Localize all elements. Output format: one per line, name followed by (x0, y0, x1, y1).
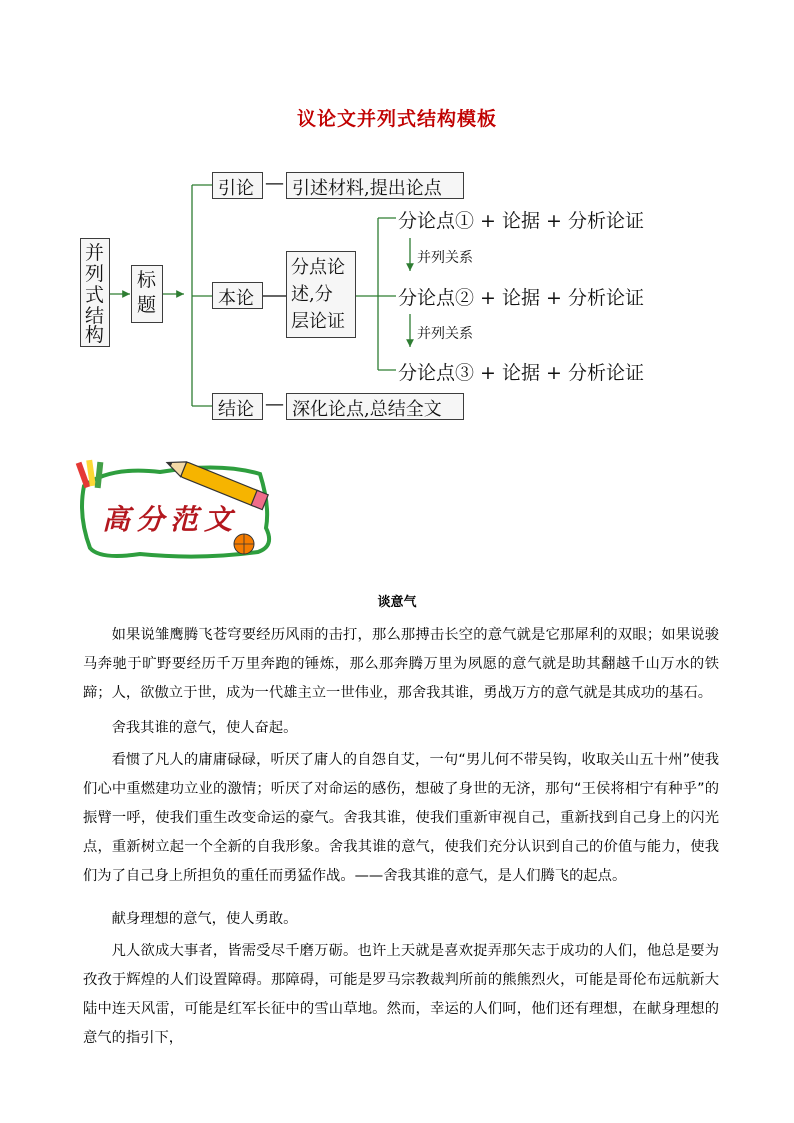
diagram-connectors (0, 0, 794, 430)
conclusion-dash: — (265, 393, 284, 415)
method-line: 分点论 (291, 257, 345, 278)
method-box (286, 251, 356, 338)
essay-title: 谈意气 (377, 595, 417, 610)
root-char: 结 (84, 305, 104, 327)
body-label-box (212, 282, 263, 309)
badge (70, 456, 290, 566)
essay-paragraph: 如果说雏鹰腾飞苍穹要经历风雨的击打，那么那搏击长空的意气就是它那犀利的双眼；如果说骏马奔驰于旷野要经历千万里奔跑的锤炼，那么那奔腾万里为夙愿的意气就是助其翻越千山万水的铁蹄；人，欲傲立于世，成为一代雄主立一世伟业，那舍我其谁，勇战万方的意气就是其成功的基石。 (83, 627, 719, 701)
essay-paragraph: 看惯了凡人的庸庸碌碌，听厌了庸人的自怨自艾，一句“男儿何不带吴钩，收取关山五十州”使我们心中重燃建功立业的激情；听厌了对命运的感伤，想破了身世的无济，那句“王侯将相宁有种乎”的振臂一呼，使我们重生改变命运的豪气。舍我其谁，使我们重新审视自己，重新找到自己身上的闪光点，重新树立起一个全新的自我形象。舍我其谁的意气，使我们充分认识到自己的价值与能力，使我们为了自己身上所担负的重任而勇猛作战。——舍我其谁的意气，是人们腾飞的起点。 (83, 752, 719, 884)
conclusion-desc-box (286, 393, 464, 420)
relation-label-1: 并列关系 (417, 250, 473, 266)
sub-point-3: 分论点③ + 论据 + 分析论证 (398, 362, 644, 384)
root-char: 列 (84, 263, 104, 285)
method-line: 述,分 (291, 284, 333, 305)
topic-char: 题 (136, 294, 156, 316)
root-char: 构 (84, 324, 104, 346)
intro-label: 引论 (218, 178, 254, 199)
badge-text: 高分范文 (102, 503, 239, 536)
intro-dash: — (265, 172, 284, 194)
relation-label-2: 并列关系 (417, 326, 473, 342)
conclusion-desc: 深化论点,总结全文 (292, 399, 442, 420)
topic-char: 标 (136, 269, 156, 291)
sub-point-1: 分论点① + 论据 + 分析论证 (398, 210, 644, 232)
page-title: 议论文并列式结构模板 (296, 108, 497, 130)
root-box (80, 238, 110, 347)
body-label: 本论 (218, 288, 254, 309)
essay-paragraph: 凡人欲成大事者，皆需受尽千磨万砺。也许上天就是喜欢捉弄那矢志于成功的人们，他总是要为孜孜于辉煌的人们设置障碍。那障碍，可能是罗马宗教裁判所前的熊熊烈火，可能是哥伦布远航新大陆中连天风雷，可能是红军长征中的雪山草地。然而，幸运的人们呵，他们还有理想，在献身理想的意气的指引下， (83, 943, 719, 1046)
essay-paragraph: 献身理想的意气，使人勇敢。 (111, 911, 298, 927)
root-char: 式 (84, 284, 104, 306)
intro-desc-box (286, 172, 464, 199)
topic-box (131, 265, 163, 323)
conclusion-label-box (212, 393, 263, 420)
intro-label-box (212, 172, 263, 199)
intro-desc: 引述材料,提出论点 (292, 178, 442, 199)
root-char: 并 (84, 242, 104, 264)
conclusion-label: 结论 (218, 399, 254, 420)
essay-paragraph: 舍我其谁的意气，使人奋起。 (111, 720, 298, 736)
sub-point-2: 分论点② + 论据 + 分析论证 (398, 287, 644, 309)
method-line: 层论证 (291, 311, 345, 332)
